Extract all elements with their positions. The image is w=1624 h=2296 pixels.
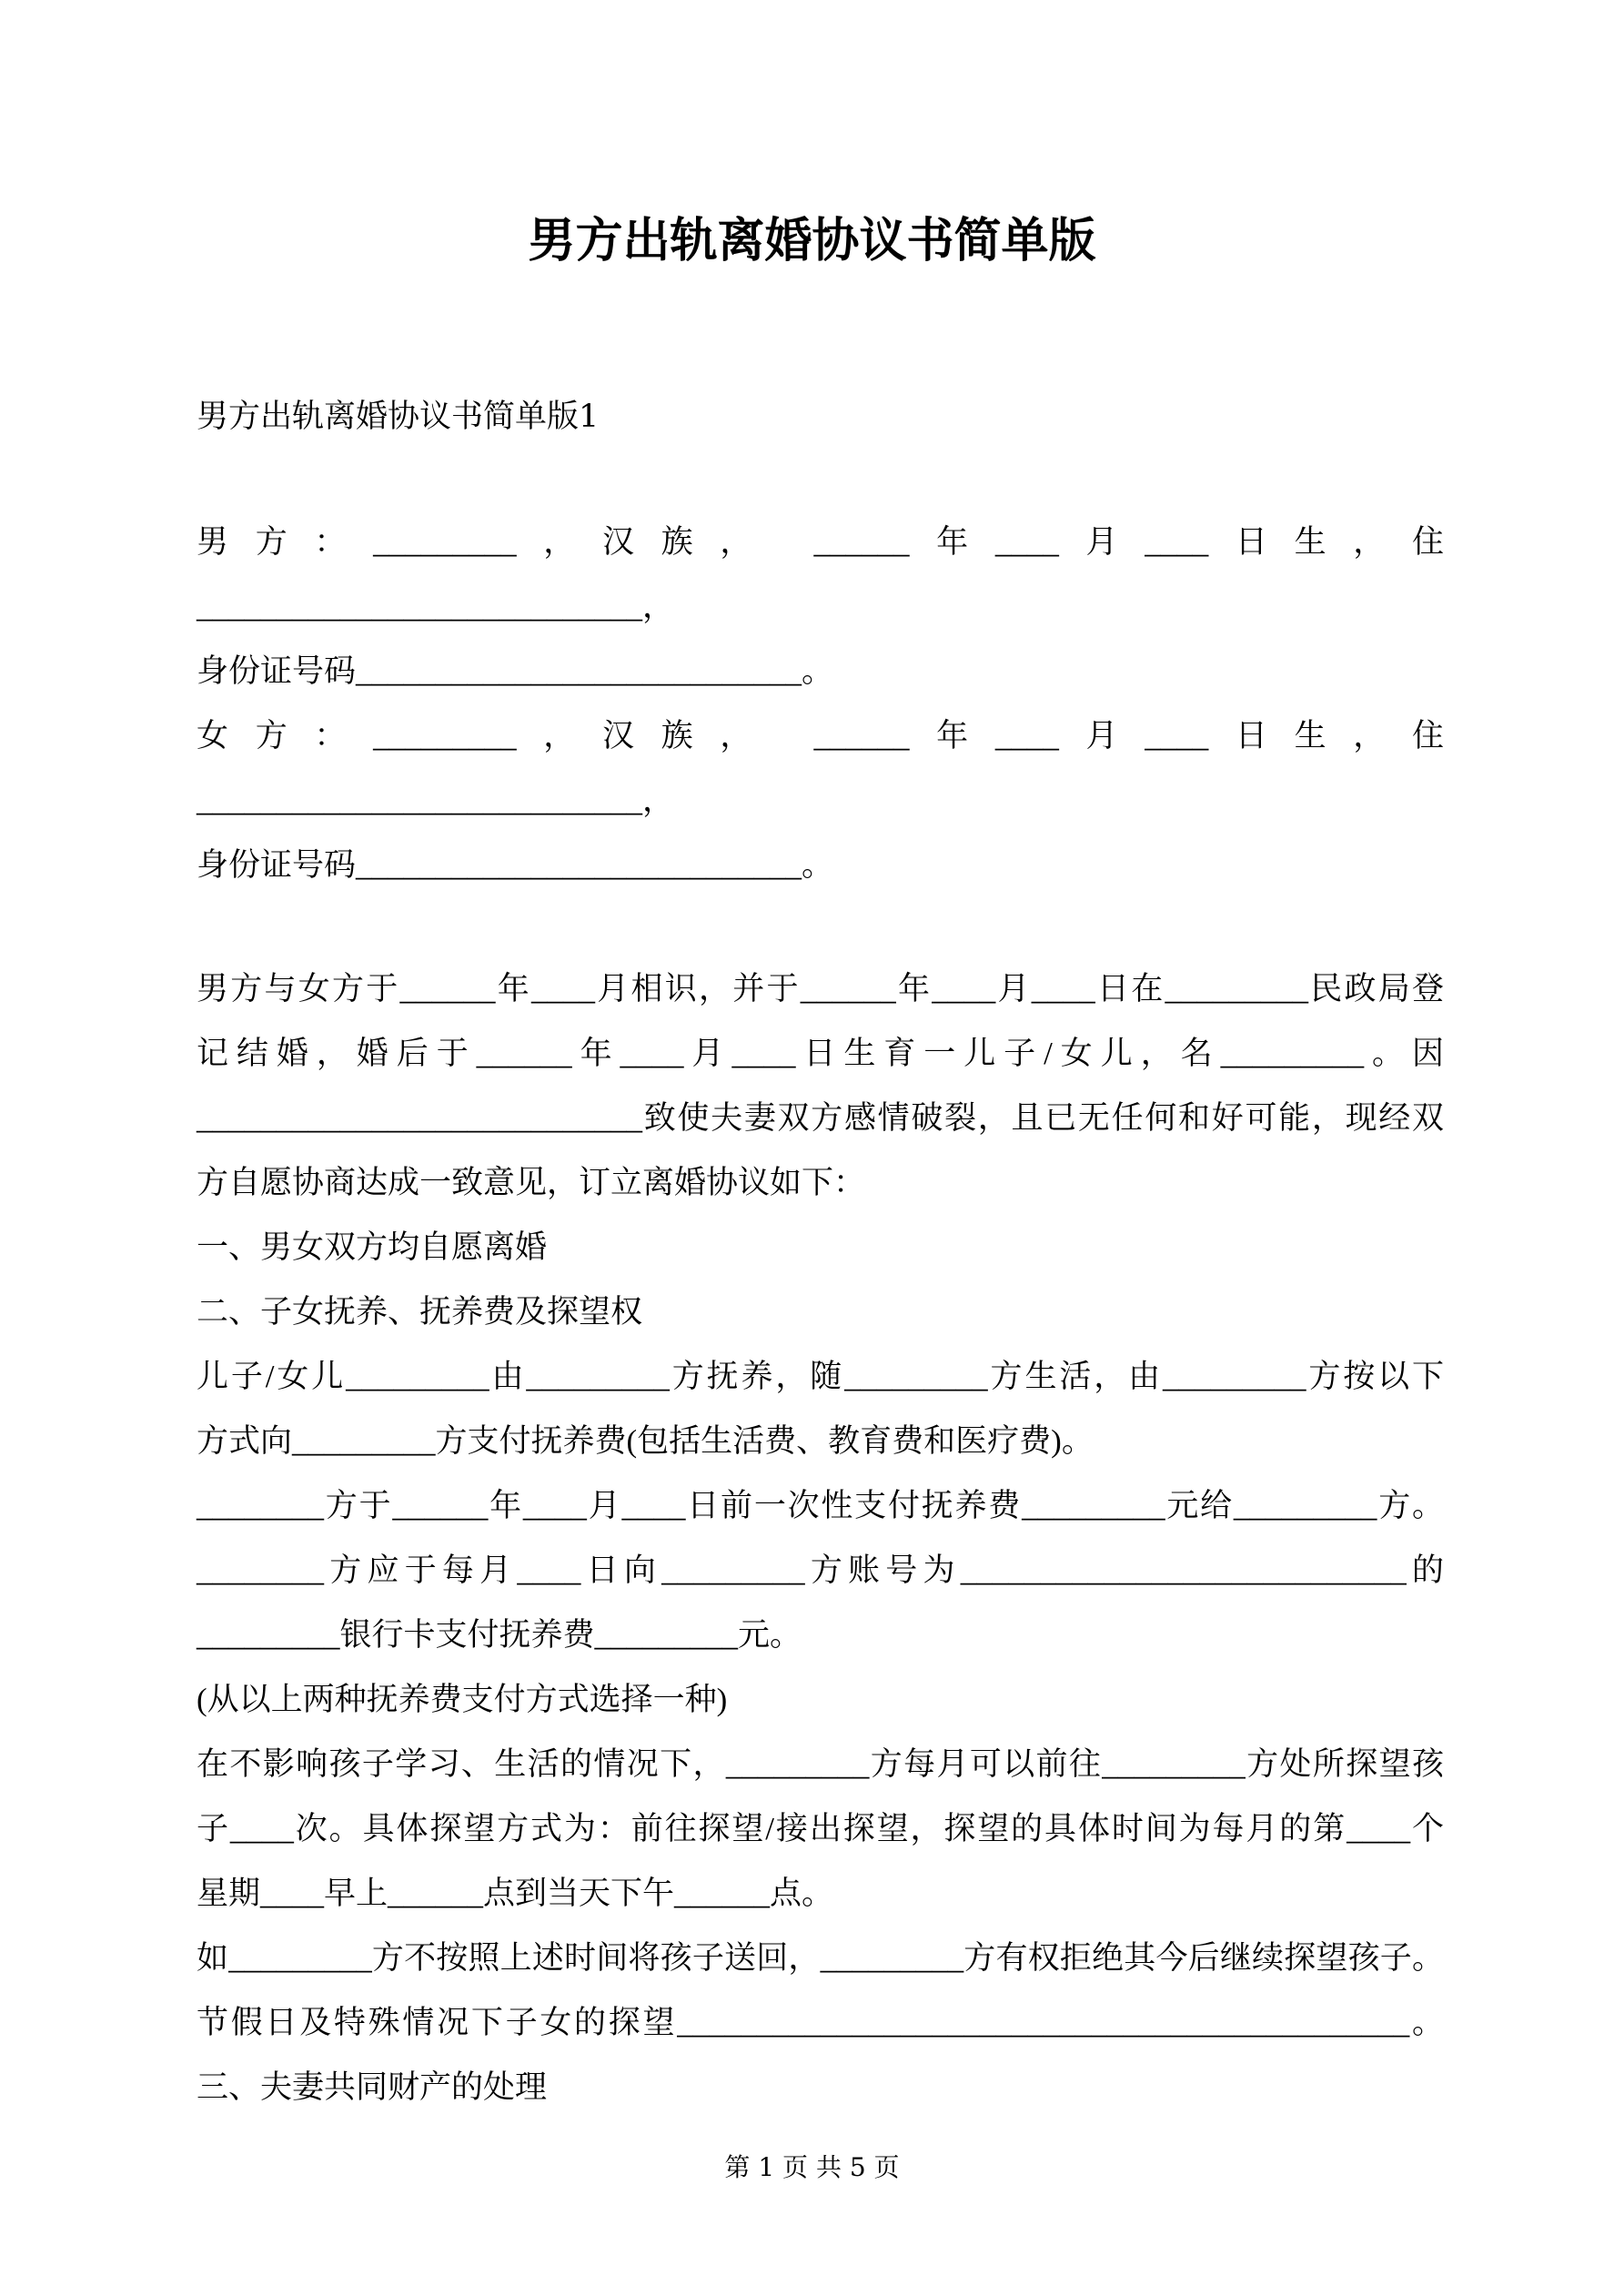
document-line: ____________________________， xyxy=(197,589,675,624)
document-line: 女方：_________，汉族， ______年____月____日生，住 xyxy=(197,718,1444,754)
document-line: ____________________________致使夫妻双方感情破裂，且已无任何和好可能，现经双 xyxy=(197,1100,1444,1136)
document-line: 三、夫妻共同财产的处理 xyxy=(197,2069,548,2105)
document-line: _________银行卡支付抚养费_________元。 xyxy=(197,1617,802,1653)
document-line: 身份证号码____________________________。 xyxy=(197,847,834,883)
document-line: 方自愿协商达成一致意见，订立离婚协议如下： xyxy=(197,1165,866,1200)
document-line: 在不影响孩子学习、生活的情况下，_________方每月可以前往_________方处所探望孩 xyxy=(197,1746,1444,1782)
document-line: ________方于______年____月____日前一次性支付抚养费_________元给_________方。 xyxy=(197,1488,1444,1523)
document-line: 节假日及特殊情况下子女的探望______________________________________________。 xyxy=(197,2005,1444,2040)
document-line: 记结婚，婚后于______年____月____日生育一儿子/女儿，名_________。因 xyxy=(197,1036,1444,1071)
document-line: 二、子女抚养、抚养费及探望权 xyxy=(197,1294,643,1330)
party-info-block xyxy=(197,510,1444,897)
document-line: 一、男女双方均自愿离婚 xyxy=(197,1229,548,1265)
document-line: 星期____早上______点到当天下午______点。 xyxy=(197,1876,834,1911)
paragraph-gap xyxy=(197,897,1444,956)
document-line: ________方应于每月____日向_________方账号为____________________________的 xyxy=(197,1553,1444,1588)
agreement-terms-block xyxy=(197,956,1444,2119)
document-line: 子____次。具体探望方式为：前往探望/接出探望，探望的具体时间为每月的第____个 xyxy=(197,1811,1444,1846)
document-title: 男方出轨离婚协议书简单版 xyxy=(528,213,1096,268)
document-line: 身份证号码____________________________。 xyxy=(197,653,834,689)
document-line: 男方与女方于______年____月相识，并于______年____月____日在_________民政局登 xyxy=(197,971,1444,1006)
document-line: (从以上两种抚养费支付方式选择一种) xyxy=(197,1682,728,1717)
document-line: ____________________________， xyxy=(197,783,675,818)
document-line: 如_________方不按照上述时间将孩子送回，_________方有权拒绝其今后继续探望孩子。 xyxy=(197,1940,1444,1976)
document-line: 儿子/女儿_________由_________方抚养，随_________方生活，由_________方按以下 xyxy=(197,1359,1444,1394)
document-line: 方式向_________方支付抚养费(包括生活费、教育费和医疗费)。 xyxy=(197,1423,1094,1459)
document-line: 男方：_________，汉族， ______年____月____日生，住 xyxy=(197,524,1444,560)
page-footer: 第 1 页 共 5 页 xyxy=(724,2152,900,2182)
document-body xyxy=(197,510,1444,2119)
section-subtitle: 男方出轨离婚协议书简单版1 xyxy=(197,399,600,435)
